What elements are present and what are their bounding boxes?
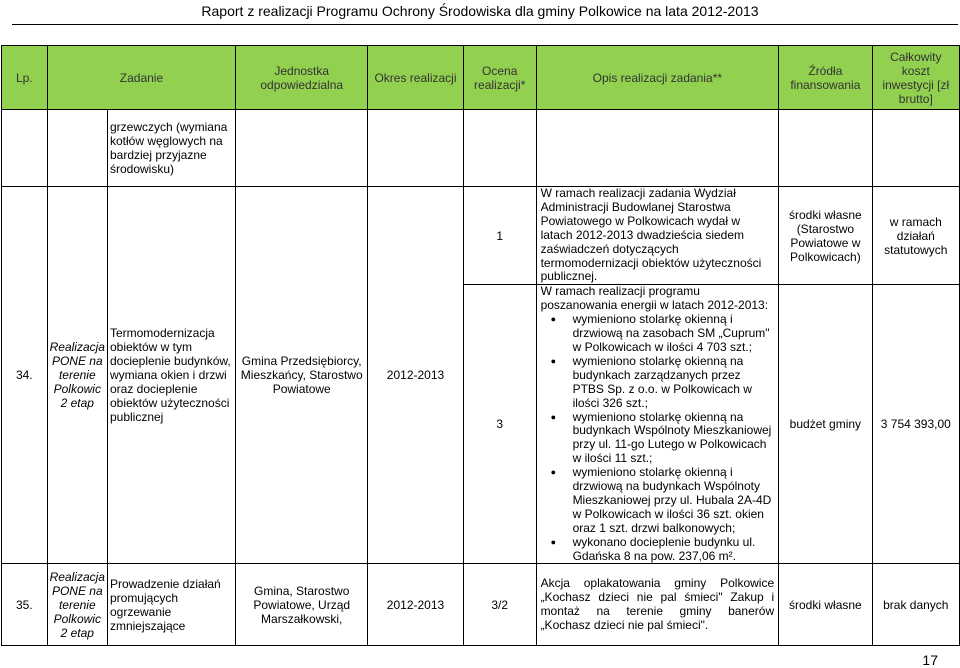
list-item: ● wymieniono stolarkę okienną i drzwiową na budynkach Wspólnoty Mieszkaniowej przy ul. Hubala 2A-4D w Polkowicach w ilości 36 szt. okien oraz 1 szt. drzwi balkonowych; bbox=[573, 466, 775, 536]
col-header-period: Okres realizacji bbox=[368, 46, 464, 110]
table-row-34a bbox=[2, 187, 960, 285]
page-header: Raport z realizacji Programu Ochrony Środowiska dla gminy Polkowice na lata 2012-2013 bbox=[201, 3, 759, 19]
col-header-rating: Ocena realizacji* bbox=[463, 46, 536, 110]
row34-task: Termomodernizacja obiektów w tym docieplenie budynków, wymiana okien i drzwi oraz docieplenie obiektów użyteczności publicznej bbox=[107, 187, 235, 564]
header-divider bbox=[12, 24, 958, 25]
row34-cost-a: w ramach działań statutowych bbox=[872, 187, 959, 285]
row34-rating-a: 1 bbox=[463, 187, 536, 285]
row34-unit: Gmina Przedsiębiorcy, Mieszkańcy, Starostwo Powiatowe bbox=[236, 187, 368, 564]
row34-desc-b-list bbox=[541, 313, 775, 563]
row34-desc-a: W ramach realizacji zadania Wydział Administracji Budowlanej Starostwa Powiatowego w Polkowicach wydał w latach 2012-2013 dwadzieścia siedem zaświadczeń dotyczących termomodernizacji obiektów użyteczności publicznej. bbox=[536, 187, 779, 285]
list-item: ● wymieniono stolarkę okienną i drzwiową na zasobach SM „Cuprum" w Polkowicach w ilości 4 703 szt.; bbox=[573, 313, 775, 355]
report-table bbox=[1, 45, 960, 646]
list-item: ● wymieniono stolarkę okienną na budynkach Wspólnoty Mieszkaniowej przy ul. 11-go Lutego w Polkowicach w ilości 11 szt.; bbox=[573, 411, 775, 467]
row34-desc-b-intro: W ramach realizacji programu poszanowania energii w latach 2012-2013: bbox=[540, 284, 769, 313]
row34-source-a: środki własne (Starostwo Powiatowe w Polkowicach) bbox=[779, 187, 872, 285]
table-header-row bbox=[2, 46, 960, 110]
carryover-task-cell: grzewczych (wymiana kotłów węglowych na bardziej przyjazne środowisku) bbox=[107, 110, 235, 187]
row34-source-b: budżet gminy bbox=[779, 285, 872, 564]
row34-rating-b: 3 bbox=[463, 285, 536, 564]
row35-period: 2012-2013 bbox=[368, 564, 464, 646]
row35-rating: 3/2 bbox=[463, 564, 536, 646]
row34-lp: 34. bbox=[2, 187, 48, 564]
row34-period: 2012-2013 bbox=[368, 187, 464, 564]
table-row-carryover bbox=[2, 110, 960, 187]
row34-subtask: Realizacja PONE na terenie Polkowic 2 etap bbox=[47, 187, 107, 564]
col-header-task: Zadanie bbox=[47, 46, 236, 110]
col-header-unit: Jednostka odpowiedzialna bbox=[236, 46, 368, 110]
row35-desc: Akcja oplakatowania gminy Polkowice „Kochasz dzieci nie pal śmieci" Zakup i montaż na terenie gminy banerów „Kochasz dzieci nie pal śmieci". bbox=[536, 564, 779, 646]
row35-source: środki własne bbox=[779, 564, 872, 646]
col-header-description: Opis realizacji zadania** bbox=[536, 46, 779, 110]
row35-unit: Gmina, Starostwo Powiatowe, Urząd Marszałkowski, bbox=[236, 564, 368, 646]
table-row-35 bbox=[2, 564, 960, 646]
col-header-source: Źródła finansowania bbox=[779, 46, 872, 110]
list-item: ● wymieniono stolarkę okienną na budynkach zarządzanych przez PTBS Sp. z o.o. w Polkowicach w ilości 326 szt.; bbox=[573, 355, 775, 411]
row35-lp: 35. bbox=[2, 564, 48, 646]
col-header-lp: Lp. bbox=[2, 46, 48, 110]
list-item: ● wykonano docieplenie budynku ul. Gdańska 8 na pow. 237,06 m². bbox=[573, 536, 775, 564]
page-number: 17 bbox=[922, 652, 938, 668]
col-header-cost: Całkowity koszt inwestycji [zł brutto] bbox=[872, 46, 959, 110]
row35-cost: brak danych bbox=[872, 564, 959, 646]
row35-subtask: Realizacja PONE na terenie Polkowic 2 etap bbox=[47, 564, 107, 646]
row34-cost-b: 3 754 393,00 bbox=[872, 285, 959, 564]
row35-task: Prowadzenie działań promujących ogrzewanie zmniejszające bbox=[107, 564, 235, 646]
row34-desc-b bbox=[536, 285, 779, 564]
